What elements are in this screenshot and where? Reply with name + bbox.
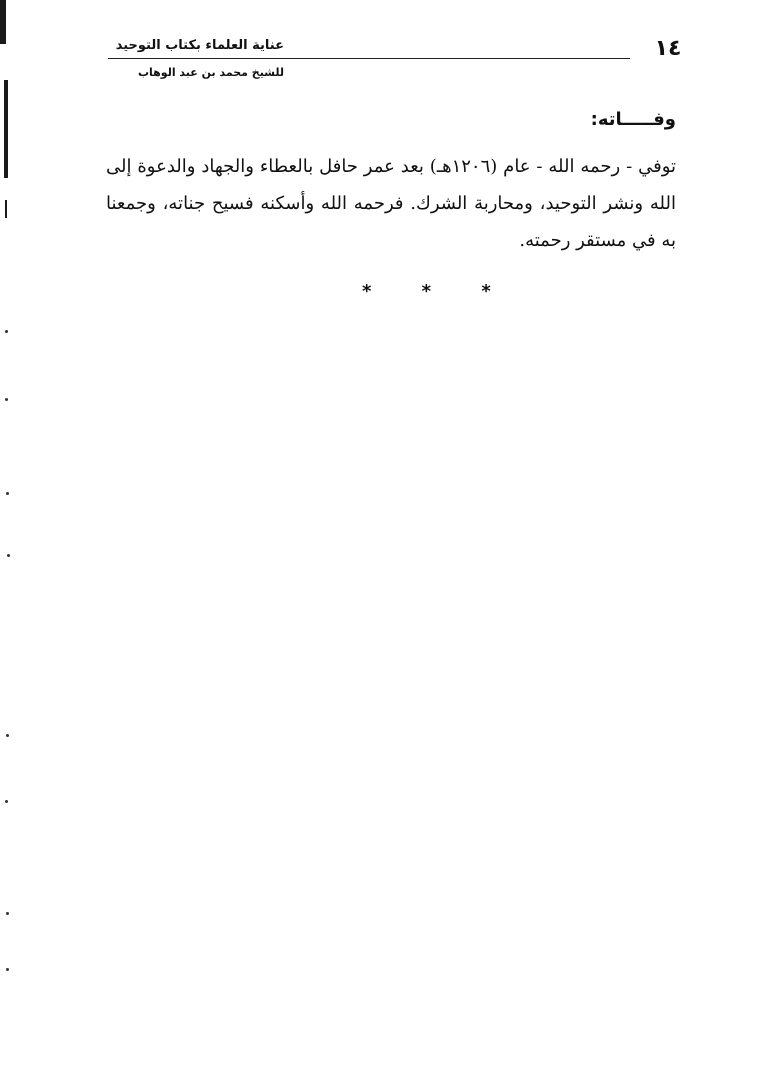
scan-speck xyxy=(6,912,9,915)
scan-speck xyxy=(6,734,9,737)
running-header-title: عناية العلماء بكتاب التوحيد xyxy=(115,38,284,53)
running-header-subtitle: للشيخ محمد بن عبد الوهاب xyxy=(137,66,284,79)
scan-edge-mark xyxy=(5,200,7,218)
scan-speck xyxy=(5,398,8,401)
section-heading: وفـــــاته: xyxy=(590,109,676,130)
scan-speck xyxy=(6,492,9,495)
section-separator: * * * xyxy=(362,281,513,302)
scan-speck xyxy=(5,330,8,333)
body-paragraph: توفي - رحمه الله - عام (١٢٠٦هـ) بعد عمر حافل بالعطاء والجهاد والدعوة إلى الله ونشر التوحيد، ومحاربة الشرك. فرحمه الله وأسكنه فسيح جناته، وجمعنا به في مستقر رحمته. xyxy=(106,156,676,251)
scan-edge-mark xyxy=(0,0,6,44)
page-number: ١٤ xyxy=(654,36,682,61)
scan-speck xyxy=(6,968,9,971)
scan-speck xyxy=(5,800,8,803)
header-rule xyxy=(108,58,630,59)
scan-edge-mark xyxy=(4,80,8,178)
scan-speck xyxy=(7,554,10,557)
